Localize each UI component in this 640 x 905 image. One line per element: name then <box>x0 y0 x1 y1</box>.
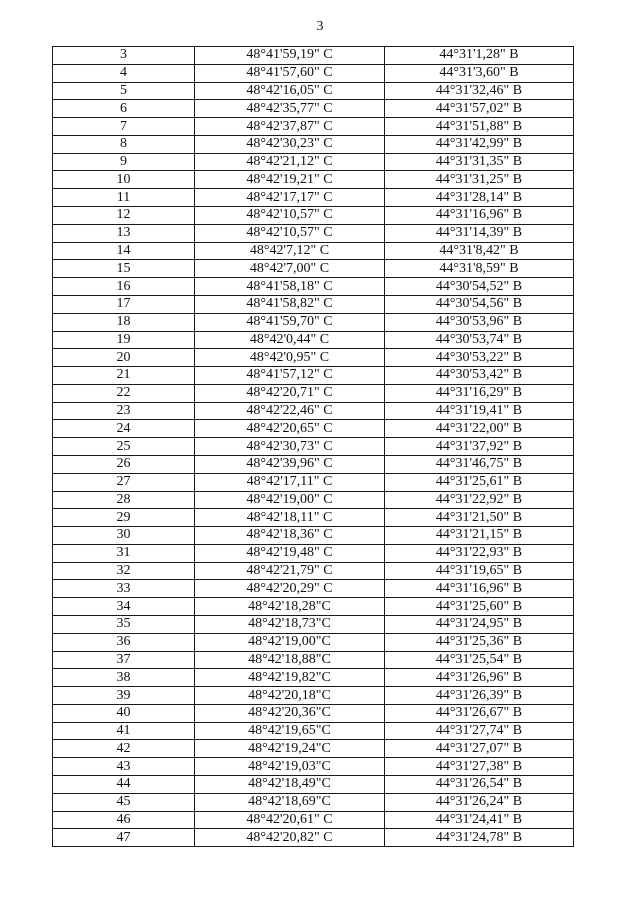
point-number-cell: 29 <box>53 509 195 527</box>
table-row <box>53 544 574 562</box>
table-row <box>53 829 574 847</box>
longitude-cell: 44°31'16,96" В <box>385 580 574 598</box>
longitude-cell: 44°31'25,36" В <box>385 633 574 651</box>
longitude-cell: 44°31'26,96" В <box>385 669 574 687</box>
coordinates-table-body <box>53 47 574 847</box>
longitude-cell: 44°31'27,74" В <box>385 722 574 740</box>
point-number-cell: 15 <box>53 260 195 278</box>
longitude-cell: 44°31'31,25" В <box>385 171 574 189</box>
point-number-cell: 19 <box>53 331 195 349</box>
point-number-cell: 30 <box>53 527 195 545</box>
point-number-cell: 25 <box>53 438 195 456</box>
table-row <box>53 633 574 651</box>
table-row <box>53 278 574 296</box>
point-number-cell: 20 <box>53 349 195 367</box>
latitude-cell: 48°42'18,36" С <box>195 527 385 545</box>
longitude-cell: 44°31'21,15" В <box>385 527 574 545</box>
coordinates-table <box>52 46 574 847</box>
point-number-cell: 37 <box>53 651 195 669</box>
latitude-cell: 48°42'18,69"С <box>195 793 385 811</box>
point-number-cell: 16 <box>53 278 195 296</box>
longitude-cell: 44°31'28,14" В <box>385 189 574 207</box>
table-row <box>53 811 574 829</box>
table-row <box>53 100 574 118</box>
point-number-cell: 14 <box>53 242 195 260</box>
longitude-cell: 44°31'25,54" В <box>385 651 574 669</box>
point-number-cell: 33 <box>53 580 195 598</box>
longitude-cell: 44°31'8,42" В <box>385 242 574 260</box>
longitude-cell: 44°31'16,96" В <box>385 207 574 225</box>
longitude-cell: 44°31'1,28" В <box>385 47 574 65</box>
point-number-cell: 10 <box>53 171 195 189</box>
table-row <box>53 242 574 260</box>
latitude-cell: 48°42'18,88"С <box>195 651 385 669</box>
longitude-cell: 44°30'53,96" В <box>385 313 574 331</box>
latitude-cell: 48°42'10,57" С <box>195 224 385 242</box>
table-row <box>53 669 574 687</box>
latitude-cell: 48°42'30,23" С <box>195 135 385 153</box>
table-row <box>53 473 574 491</box>
longitude-cell: 44°31'57,02" В <box>385 100 574 118</box>
table-row <box>53 402 574 420</box>
latitude-cell: 48°41'59,19" С <box>195 47 385 65</box>
latitude-cell: 48°42'19,24"С <box>195 740 385 758</box>
longitude-cell: 44°31'26,67" В <box>385 704 574 722</box>
longitude-cell: 44°30'53,42" В <box>385 367 574 385</box>
latitude-cell: 48°42'20,36"С <box>195 704 385 722</box>
point-number-cell: 34 <box>53 598 195 616</box>
point-number-cell: 43 <box>53 758 195 776</box>
point-number-cell: 13 <box>53 224 195 242</box>
table-row <box>53 189 574 207</box>
table-row <box>53 580 574 598</box>
point-number-cell: 24 <box>53 420 195 438</box>
longitude-cell: 44°30'53,22" В <box>385 349 574 367</box>
point-number-cell: 40 <box>53 704 195 722</box>
latitude-cell: 48°42'19,00"С <box>195 633 385 651</box>
table-row <box>53 598 574 616</box>
longitude-cell: 44°31'19,65" В <box>385 562 574 580</box>
longitude-cell: 44°31'8,59" В <box>385 260 574 278</box>
point-number-cell: 41 <box>53 722 195 740</box>
longitude-cell: 44°31'25,60" В <box>385 598 574 616</box>
latitude-cell: 48°42'37,87" С <box>195 118 385 136</box>
latitude-cell: 48°42'19,65"С <box>195 722 385 740</box>
table-row <box>53 758 574 776</box>
longitude-cell: 44°31'24,78" В <box>385 829 574 847</box>
longitude-cell: 44°31'22,00" В <box>385 420 574 438</box>
latitude-cell: 48°42'20,18"С <box>195 687 385 705</box>
point-number-cell: 35 <box>53 616 195 634</box>
table-row <box>53 331 574 349</box>
latitude-cell: 48°42'19,03"С <box>195 758 385 776</box>
latitude-cell: 48°42'20,71" С <box>195 384 385 402</box>
table-row <box>53 491 574 509</box>
longitude-cell: 44°31'32,46" В <box>385 82 574 100</box>
point-number-cell: 36 <box>53 633 195 651</box>
latitude-cell: 48°42'35,77" С <box>195 100 385 118</box>
longitude-cell: 44°30'54,52" В <box>385 278 574 296</box>
point-number-cell: 46 <box>53 811 195 829</box>
table-row <box>53 704 574 722</box>
table-row <box>53 207 574 225</box>
table-row <box>53 527 574 545</box>
longitude-cell: 44°30'54,56" В <box>385 295 574 313</box>
latitude-cell: 48°42'20,82" С <box>195 829 385 847</box>
point-number-cell: 47 <box>53 829 195 847</box>
longitude-cell: 44°31'22,93" В <box>385 544 574 562</box>
longitude-cell: 44°31'26,24" В <box>385 793 574 811</box>
point-number-cell: 31 <box>53 544 195 562</box>
point-number-cell: 9 <box>53 153 195 171</box>
longitude-cell: 44°31'24,41" В <box>385 811 574 829</box>
longitude-cell: 44°31'14,39" В <box>385 224 574 242</box>
point-number-cell: 32 <box>53 562 195 580</box>
longitude-cell: 44°31'19,41" В <box>385 402 574 420</box>
point-number-cell: 4 <box>53 64 195 82</box>
point-number-cell: 42 <box>53 740 195 758</box>
point-number-cell: 27 <box>53 473 195 491</box>
latitude-cell: 48°42'19,00" С <box>195 491 385 509</box>
latitude-cell: 48°42'18,73"С <box>195 616 385 634</box>
point-number-cell: 18 <box>53 313 195 331</box>
point-number-cell: 12 <box>53 207 195 225</box>
table-row <box>53 776 574 794</box>
latitude-cell: 48°41'59,70" С <box>195 313 385 331</box>
longitude-cell: 44°31'51,88" В <box>385 118 574 136</box>
latitude-cell: 48°42'18,11" С <box>195 509 385 527</box>
table-row <box>53 793 574 811</box>
table-row <box>53 740 574 758</box>
table-row <box>53 224 574 242</box>
longitude-cell: 44°31'16,29" В <box>385 384 574 402</box>
longitude-cell: 44°30'53,74" В <box>385 331 574 349</box>
table-row <box>53 455 574 473</box>
latitude-cell: 48°41'58,18" С <box>195 278 385 296</box>
latitude-cell: 48°42'7,00" С <box>195 260 385 278</box>
latitude-cell: 48°42'20,65" С <box>195 420 385 438</box>
table-row <box>53 562 574 580</box>
latitude-cell: 48°41'57,60" С <box>195 64 385 82</box>
longitude-cell: 44°31'26,39" В <box>385 687 574 705</box>
point-number-cell: 23 <box>53 402 195 420</box>
table-row <box>53 171 574 189</box>
table-row <box>53 509 574 527</box>
point-number-cell: 45 <box>53 793 195 811</box>
latitude-cell: 48°42'18,49"С <box>195 776 385 794</box>
table-row <box>53 651 574 669</box>
latitude-cell: 48°42'17,11" С <box>195 473 385 491</box>
table-row <box>53 616 574 634</box>
point-number-cell: 11 <box>53 189 195 207</box>
point-number-cell: 8 <box>53 135 195 153</box>
table-row <box>53 82 574 100</box>
latitude-cell: 48°42'21,79" С <box>195 562 385 580</box>
point-number-cell: 38 <box>53 669 195 687</box>
table-row <box>53 349 574 367</box>
point-number-cell: 17 <box>53 295 195 313</box>
table-row <box>53 722 574 740</box>
page-number: 3 <box>316 19 324 34</box>
table-row <box>53 118 574 136</box>
longitude-cell: 44°31'46,75" В <box>385 455 574 473</box>
longitude-cell: 44°31'24,95" В <box>385 616 574 634</box>
latitude-cell: 48°41'57,12" С <box>195 367 385 385</box>
longitude-cell: 44°31'21,50" В <box>385 509 574 527</box>
point-number-cell: 3 <box>53 47 195 65</box>
latitude-cell: 48°42'10,57" С <box>195 207 385 225</box>
longitude-cell: 44°31'42,99" В <box>385 135 574 153</box>
latitude-cell: 48°42'16,05" С <box>195 82 385 100</box>
latitude-cell: 48°42'19,21" С <box>195 171 385 189</box>
point-number-cell: 7 <box>53 118 195 136</box>
table-row <box>53 295 574 313</box>
latitude-cell: 48°42'39,96" С <box>195 455 385 473</box>
longitude-cell: 44°31'26,54" В <box>385 776 574 794</box>
latitude-cell: 48°42'0,44" С <box>195 331 385 349</box>
longitude-cell: 44°31'31,35" В <box>385 153 574 171</box>
latitude-cell: 48°42'18,28"С <box>195 598 385 616</box>
table-row <box>53 438 574 456</box>
table-row <box>53 260 574 278</box>
table-row <box>53 47 574 65</box>
point-number-cell: 28 <box>53 491 195 509</box>
latitude-cell: 48°42'0,95" С <box>195 349 385 367</box>
longitude-cell: 44°31'25,61" В <box>385 473 574 491</box>
table-row <box>53 153 574 171</box>
latitude-cell: 48°41'58,82" С <box>195 295 385 313</box>
longitude-cell: 44°31'3,60" В <box>385 64 574 82</box>
point-number-cell: 26 <box>53 455 195 473</box>
latitude-cell: 48°42'20,61" С <box>195 811 385 829</box>
point-number-cell: 21 <box>53 367 195 385</box>
longitude-cell: 44°31'27,07" В <box>385 740 574 758</box>
table-row <box>53 420 574 438</box>
table-row <box>53 384 574 402</box>
latitude-cell: 48°42'21,12" С <box>195 153 385 171</box>
point-number-cell: 44 <box>53 776 195 794</box>
latitude-cell: 48°42'7,12" С <box>195 242 385 260</box>
table-row <box>53 313 574 331</box>
table-row <box>53 64 574 82</box>
latitude-cell: 48°42'20,29" С <box>195 580 385 598</box>
table-row <box>53 687 574 705</box>
point-number-cell: 5 <box>53 82 195 100</box>
latitude-cell: 48°42'22,46" С <box>195 402 385 420</box>
point-number-cell: 39 <box>53 687 195 705</box>
table-row <box>53 135 574 153</box>
longitude-cell: 44°31'27,38" В <box>385 758 574 776</box>
longitude-cell: 44°31'37,92" В <box>385 438 574 456</box>
longitude-cell: 44°31'22,92" В <box>385 491 574 509</box>
latitude-cell: 48°42'19,82"С <box>195 669 385 687</box>
latitude-cell: 48°42'30,73" С <box>195 438 385 456</box>
latitude-cell: 48°42'17,17" С <box>195 189 385 207</box>
point-number-cell: 22 <box>53 384 195 402</box>
latitude-cell: 48°42'19,48" С <box>195 544 385 562</box>
table-row <box>53 367 574 385</box>
point-number-cell: 6 <box>53 100 195 118</box>
